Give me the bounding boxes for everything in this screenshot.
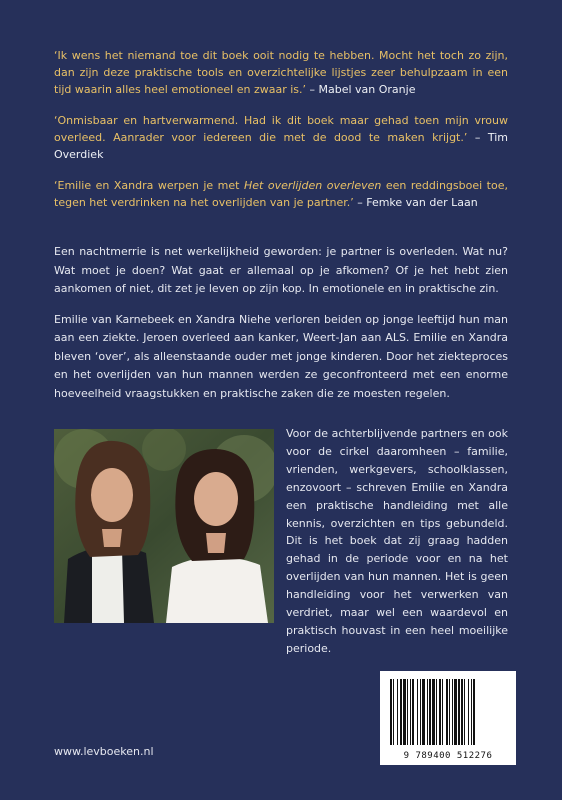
authors-photo-illustration [54, 429, 274, 623]
isbn-barcode [380, 671, 516, 765]
barcode-bars [380, 671, 516, 751]
isbn-number: 9 789400 512276 [403, 751, 493, 761]
book-title-italic: Het overlijden overleven [243, 179, 382, 192]
endorsement-quotes [54, 47, 508, 225]
paragraph-1: Een nachtmerrie is net werkelijkheid geworden: je partner is overleden. Wat nu? Wat moet je doen? Wat gaat er allemaal op je afkomen? Of je het hebt zien aankomen of niet, dit zet je leven op zijn kop. In emotionele en in praktische zin. [54, 245, 508, 295]
paragraph-2: Emilie van Karnebeek en Xandra Niehe verloren beiden op jonge leeftijd hun man aan een ziekte. Jeroen overleed aan kanker, Weert-Jan aan ALS. Emilie en Xandra bleven ‘over’, als alleenstaande ouder met jonge kinderen. Door het ziekteproces en het overlijden van hun mannen werden ze geconfronteerd met een enorme hoeveelheid vraagstukken en praktische zaken die ze moesten regelen. [54, 312, 508, 400]
side-paragraph: Voor de achterblijvende partners en ook voor de cirkel daaromheen – familie, vrienden, werkgevers, schoolklassen, enzovoort – schreven Emilie en Xandra een praktische handleiding met alle kennis, overzichten en tips gebundeld. Dit is het boek dat zij graag hadden gehad in de periode voor en na het overlijden van hun mannen. Het is geen handleiding voor het verwerken van verdriet, maar wel een waardevol en praktisch houvast in een heel moeilijke periode. [286, 427, 508, 655]
authors-photo [54, 429, 274, 623]
quote-1: ‘Ik wens het niemand toe dit boek ooit nodig te hebben. Mocht het toch zo zijn, dan zijn deze praktische tools en overzichtelijke lijstjes zeer behulpzaam in een tijd waarin alles heel emotioneel en zwaar is.’ – Mabel van Oranje [54, 49, 508, 96]
quote-3: ‘Emilie en Xandra werpen je met Het overlijden overleven een reddingsboei toe, tegen het verdrinken na het overlijden van je partner.’ – Femke van der Laan [54, 179, 508, 209]
quote-2: ‘Onmisbaar en hartverwarmend. Had ik dit boek maar gehad toen mijn vrouw overleed. Aanrader voor iedereen die met de dood te maken krijgt.’ – Tim Overdiek [54, 114, 508, 161]
publisher-website[interactable]: www.levboeken.nl [54, 745, 154, 758]
description-text [54, 243, 508, 415]
